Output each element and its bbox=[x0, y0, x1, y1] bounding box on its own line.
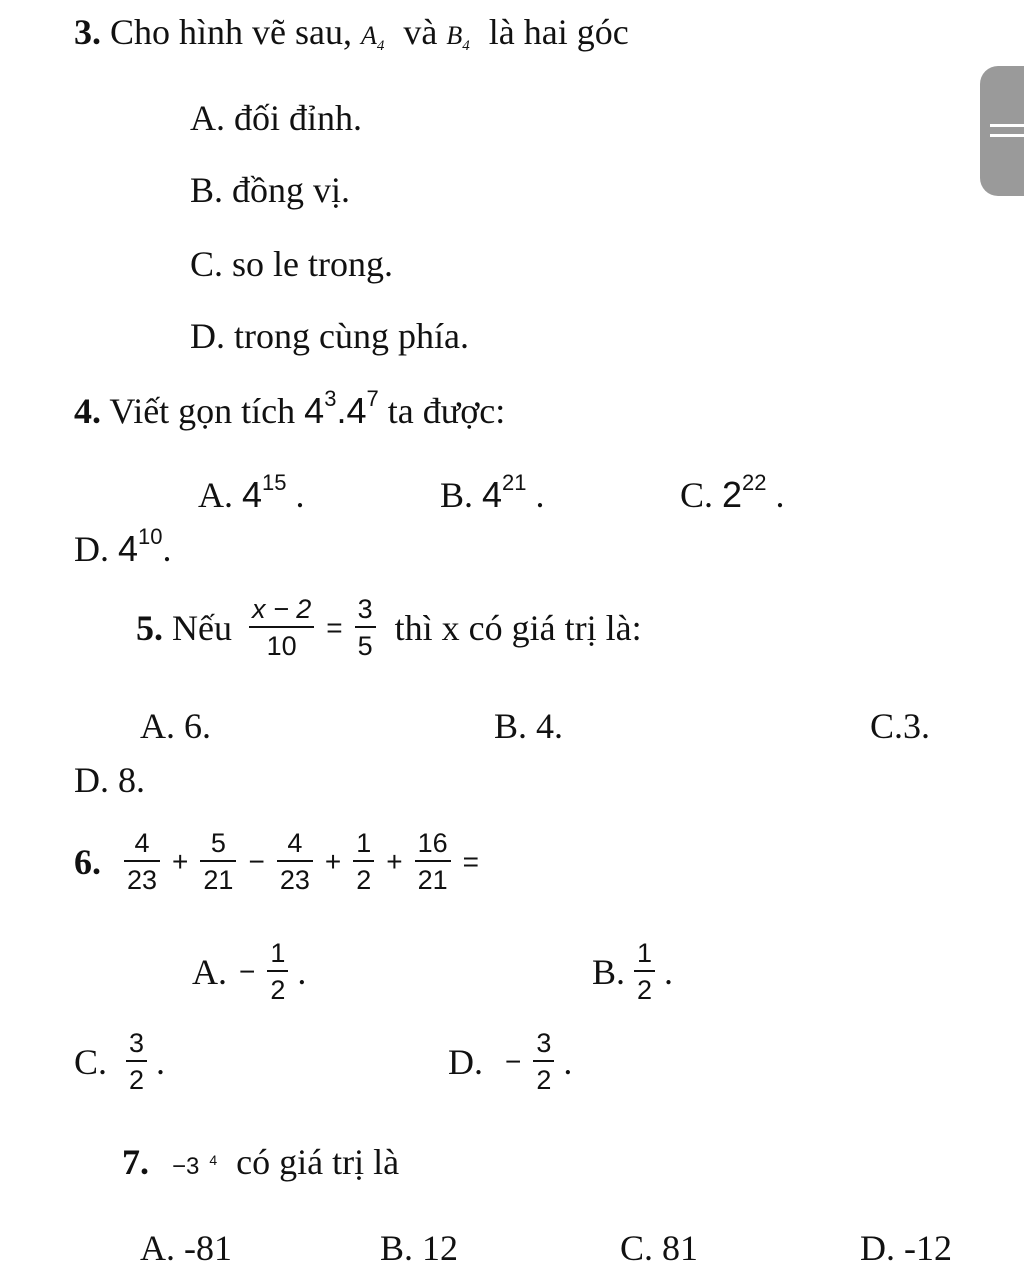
question-5-text-after: thì x có giá trị là: bbox=[394, 608, 642, 648]
q7-option-d: D. -12 bbox=[860, 1228, 952, 1268]
question-6-stem: 6. $\frac{4}{23}$ + $\frac{5}{21}$ − $\frac{4}{23}$ + $\frac{1}{2}$ + $\frac{16}{21}$ = bbox=[74, 828, 480, 895]
handle-grip-icon bbox=[990, 124, 1024, 127]
angle-b4: $B_4$ bbox=[446, 21, 470, 55]
q7-option-a: A. -81 bbox=[140, 1228, 232, 1268]
q6-option-c: C. $\frac{3}{2}$ . bbox=[74, 1028, 166, 1095]
q5-option-d: D. 8. bbox=[74, 760, 145, 800]
question-5-text-before: Nếu bbox=[172, 608, 232, 648]
q6-term-5: $\frac{16}{21}$ bbox=[415, 830, 451, 894]
question-3-stem bbox=[74, 14, 629, 54]
q5-option-b: B. 4. bbox=[494, 706, 564, 746]
question-6-number: 6. bbox=[74, 842, 101, 882]
q5-option-a: A. 6. bbox=[140, 706, 211, 746]
question-7-expression: −3 $^4$ bbox=[172, 1152, 218, 1180]
question-4-expression: $4^3.4^7$ bbox=[304, 386, 379, 431]
q3-option-b: B. đồng vị. bbox=[190, 170, 351, 210]
question-5-number: 5. bbox=[136, 608, 163, 648]
q5-rhs-fraction: $\frac{3}{5}$ bbox=[355, 596, 376, 660]
q7-option-c: C. 81 bbox=[620, 1228, 699, 1268]
question-3-text-after: là hai góc bbox=[488, 12, 629, 52]
q4-option-b: B. $4^{21}$ . bbox=[440, 470, 545, 515]
q6-term-3: $\frac{4}{23}$ bbox=[277, 830, 313, 894]
q6-option-d: D. − $\frac{3}{2}$ . bbox=[448, 1028, 573, 1095]
q4-option-a: A. $4^{15}$ . bbox=[198, 470, 305, 515]
question-4-number: 4. bbox=[74, 391, 101, 431]
question-3-text-before: Cho hình vẽ sau, bbox=[110, 12, 352, 52]
handle-grip-icon bbox=[990, 134, 1024, 137]
q6-term-1: $\frac{4}{23}$ bbox=[124, 830, 160, 894]
angle-a4: $A_4$ bbox=[360, 21, 385, 55]
q3-option-c: C. so le trong. bbox=[190, 244, 393, 284]
question-5-stem: 5. Nếu $\frac{x - 2}{10}$ = $\frac{3}{5}$ thì x có giá trị là: bbox=[136, 594, 642, 661]
q5-lhs-fraction: $\frac{x - 2}{10}$ bbox=[249, 596, 314, 660]
q7-option-b: B. 12 bbox=[380, 1228, 459, 1268]
q6-option-a: A. − $\frac{1}{2}$ . bbox=[192, 938, 307, 1005]
question-4-text-before: Viết gọn tích bbox=[109, 391, 296, 431]
q5-option-c: C.3. bbox=[870, 706, 931, 746]
q4-option-c: C. $2^{22}$ . bbox=[680, 470, 785, 515]
question-3-number: 3. bbox=[74, 12, 101, 52]
q6-option-b: B. $\frac{1}{2}$ . bbox=[592, 938, 674, 1005]
question-4-stem bbox=[74, 386, 506, 431]
question-7-number: 7. bbox=[122, 1142, 149, 1182]
q6-term-2: $\frac{5}{21}$ bbox=[200, 830, 236, 894]
question-7-stem bbox=[122, 1144, 399, 1180]
q3-option-d: D. trong cùng phía. bbox=[190, 316, 469, 356]
q3-option-a: A. đối đỉnh. bbox=[190, 98, 363, 138]
question-3-conj: và bbox=[403, 12, 438, 52]
q6-term-4: $\frac{1}{2}$ bbox=[353, 830, 374, 894]
question-4-text-after: ta được: bbox=[387, 391, 506, 431]
q4-option-d: D. $4^{10}$. bbox=[74, 524, 172, 569]
side-drawer-handle[interactable] bbox=[980, 66, 1024, 196]
question-7-text-after: có giá trị là bbox=[236, 1142, 400, 1182]
